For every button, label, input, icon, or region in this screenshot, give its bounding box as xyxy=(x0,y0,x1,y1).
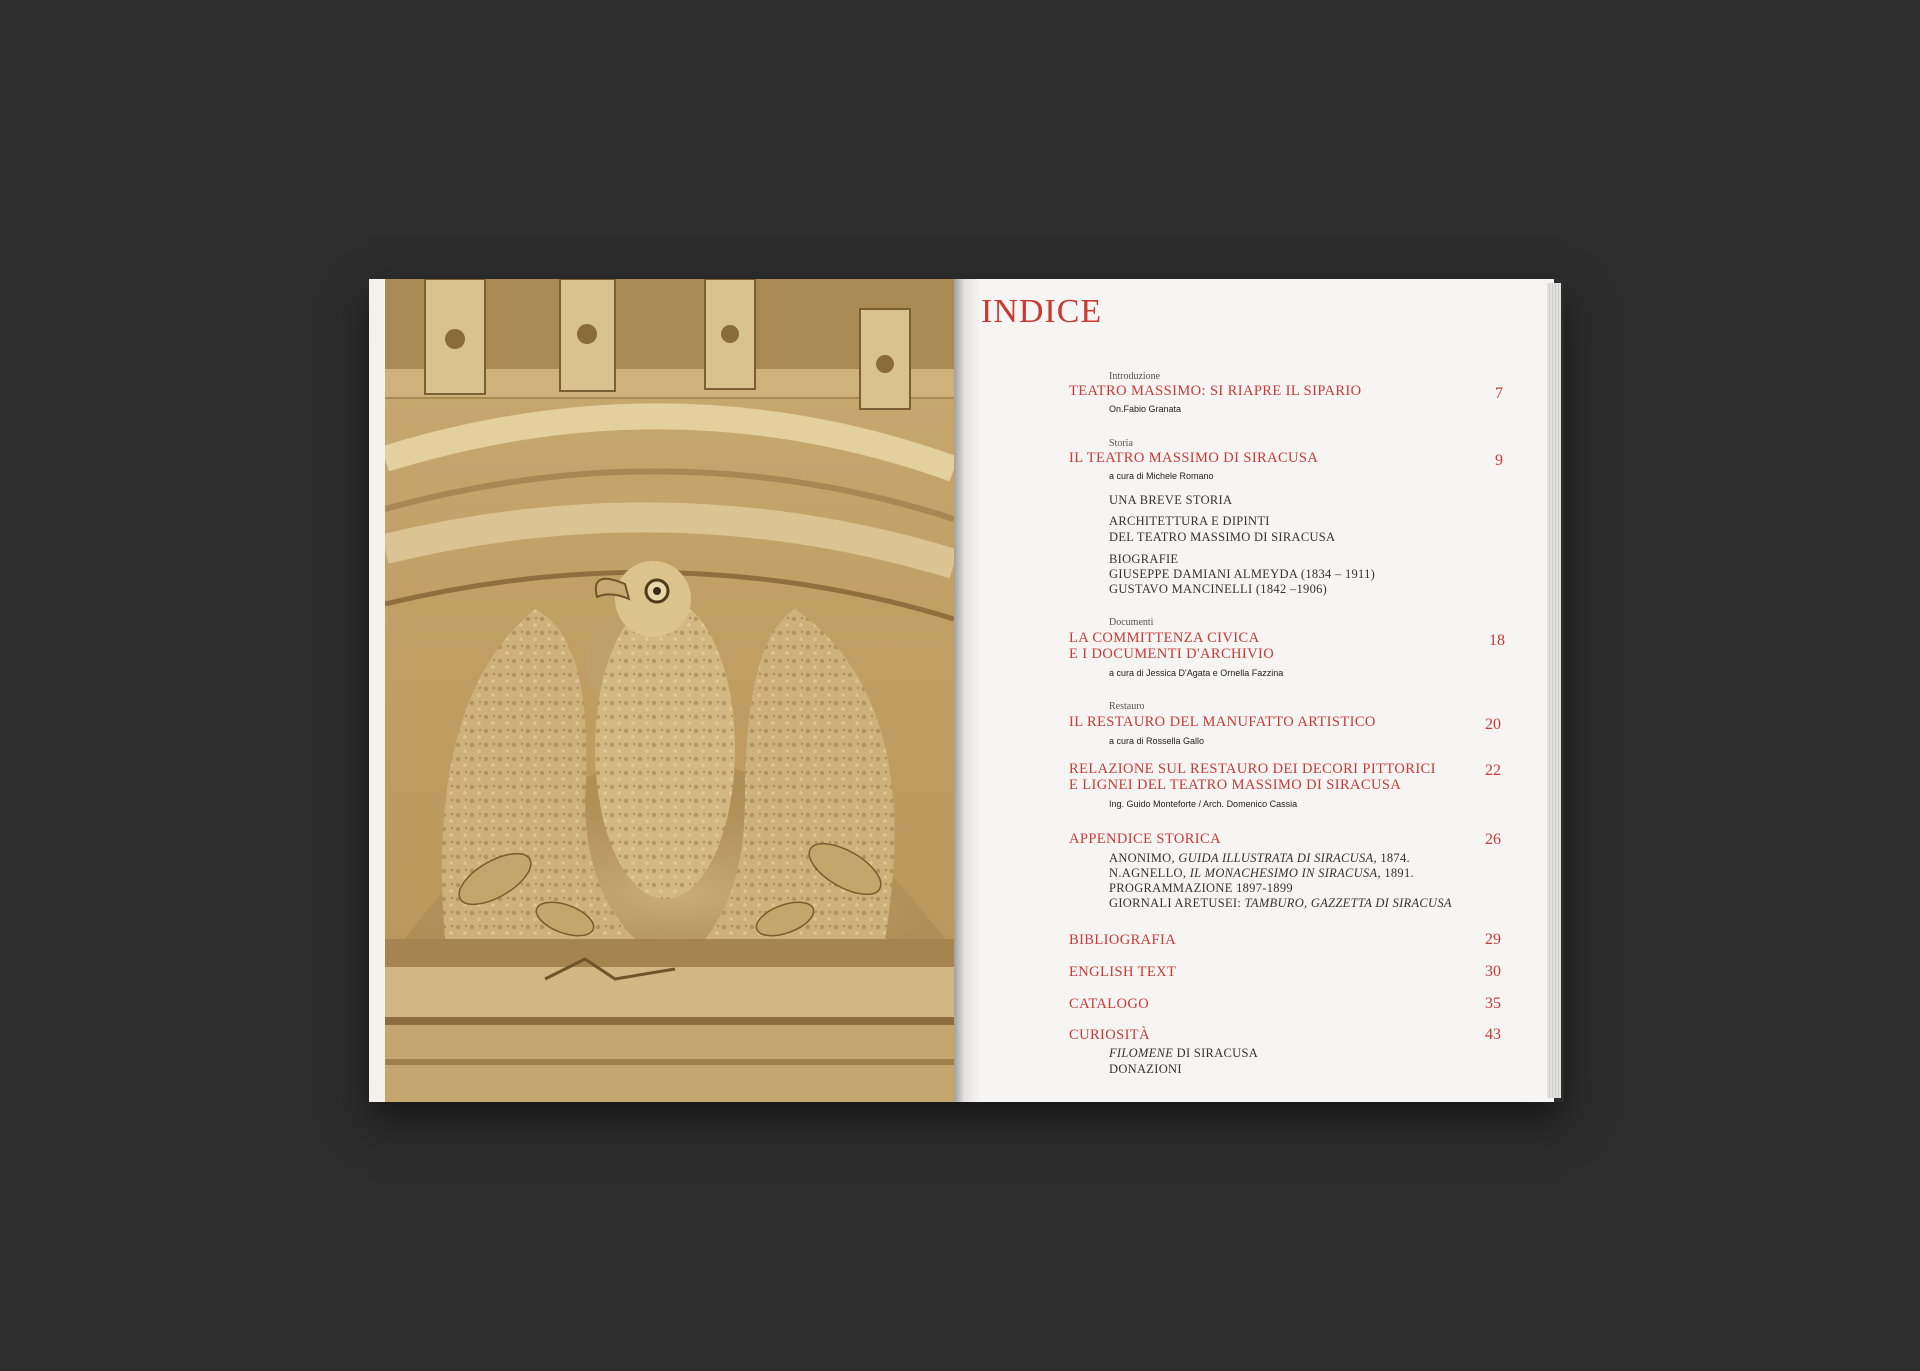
toc-title: APPENDICE STORICA xyxy=(1069,831,1221,847)
toc-subentry: GUSTAVO MANCINELLI (1842 –1906) xyxy=(1109,582,1328,596)
toc-subentry: DONAZIONI xyxy=(1109,1062,1182,1076)
toc-page-number: 29 xyxy=(1485,931,1501,948)
toc-subentry: FILOMENE DI SIRACUSA xyxy=(1109,1046,1259,1060)
toc-author: a cura di Jessica D'Agata e Ornella Fazzina xyxy=(1109,668,1284,678)
toc-category: Documenti xyxy=(1109,617,1154,628)
toc-title: TEATRO MASSIMO: SI RIAPRE IL SIPARIO xyxy=(1069,383,1362,399)
page-title: INDICE xyxy=(981,293,1103,330)
toc-page-number: 18 xyxy=(1489,632,1505,649)
toc-author: a cura di Rossella Gallo xyxy=(1109,736,1205,746)
toc-page-number: 35 xyxy=(1485,995,1501,1012)
toc-title: CATALOGO xyxy=(1069,996,1150,1012)
toc-page-number: 43 xyxy=(1485,1026,1501,1043)
toc-page-number: 22 xyxy=(1485,762,1501,779)
toc-author: On.Fabio Granata xyxy=(1109,404,1182,414)
toc-title: IL TEATRO MASSIMO DI SIRACUSA xyxy=(1069,450,1319,466)
toc-page-number: 7 xyxy=(1495,385,1503,402)
toc-page-number: 26 xyxy=(1485,831,1501,848)
toc-subentry: GIORNALI ARETUSEI: TAMBURO, GAZZETTA DI SIRACUSA xyxy=(1109,896,1452,910)
toc-author: Ing. Guido Monteforte / Arch. Domenico Cassia xyxy=(1109,799,1298,809)
toc-page-number: 9 xyxy=(1495,452,1503,469)
toc-subentry: UNA BREVE STORIA xyxy=(1109,493,1233,507)
toc-subentry: GIUSEPPE DAMIANI ALMEYDA (1834 – 1911) xyxy=(1109,567,1376,581)
table-of-contents xyxy=(369,279,1564,1102)
toc-title: ENGLISH TEXT xyxy=(1069,964,1177,980)
toc-title: RELAZIONE SUL RESTAURO DEI DECORI PITTORICI xyxy=(1069,761,1436,777)
toc-subentry: PROGRAMMAZIONE 1897-1899 xyxy=(1109,881,1293,895)
toc-category: Storia xyxy=(1109,438,1133,449)
toc-subentry: N.AGNELLO, IL MONACHESIMO IN SIRACUSA, 1891. xyxy=(1109,866,1414,880)
toc-author: a cura di Michele Romano xyxy=(1109,471,1214,481)
open-booklet xyxy=(369,279,1564,1102)
toc-category: Introduzione xyxy=(1109,371,1161,382)
toc-page-number: 30 xyxy=(1485,963,1501,980)
toc-title: IL RESTAURO DEL MANUFATTO ARTISTICO xyxy=(1069,714,1376,730)
toc-subentry: DEL TEATRO MASSIMO DI SIRACUSA xyxy=(1109,530,1336,544)
toc-title: E LIGNEI DEL TEATRO MASSIMO DI SIRACUSA xyxy=(1069,777,1402,793)
toc-category: Restauro xyxy=(1109,701,1145,712)
toc-subentry: ANONIMO, GUIDA ILLUSTRATA DI SIRACUSA, 1874. xyxy=(1109,851,1410,865)
toc-subentry: ARCHITETTURA E DIPINTI xyxy=(1109,514,1270,528)
toc-title: LA COMMITTENZA CIVICA xyxy=(1069,630,1260,646)
toc-title: BIBLIOGRAFIA xyxy=(1069,932,1177,948)
toc-page-number: 20 xyxy=(1485,716,1501,733)
toc-title: E I DOCUMENTI D'ARCHIVIO xyxy=(1069,646,1275,662)
toc-subentry: BIOGRAFIE xyxy=(1109,552,1179,566)
toc-title: CURIOSITÀ xyxy=(1069,1027,1150,1043)
